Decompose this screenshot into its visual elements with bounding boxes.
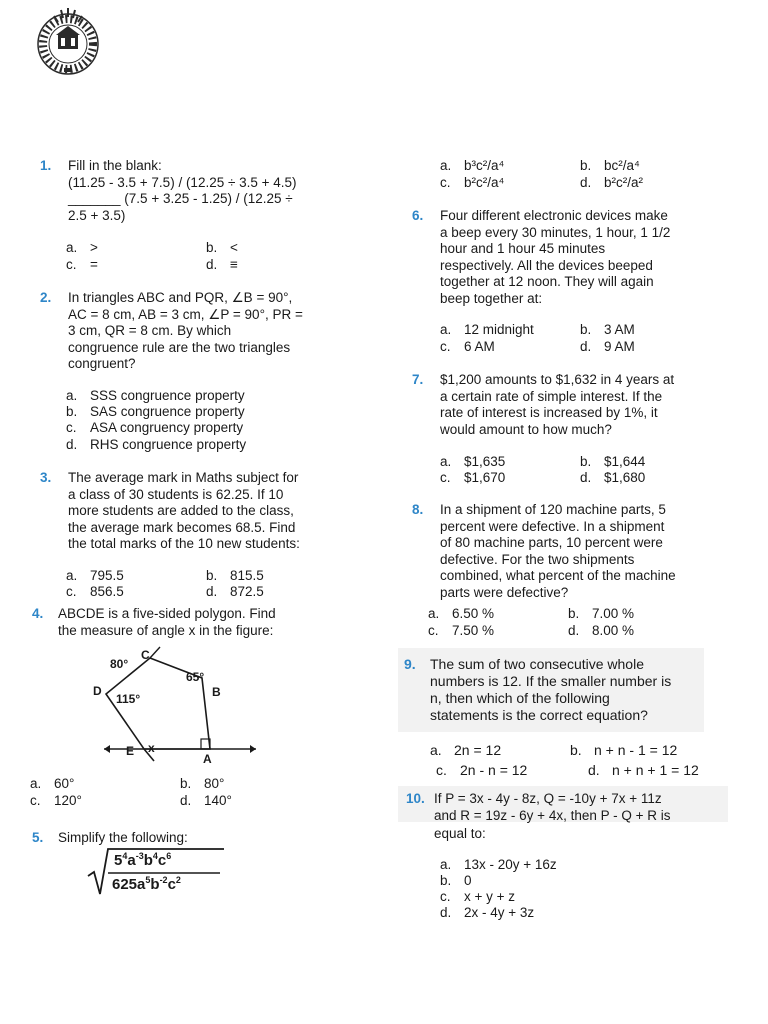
text-line: of 80 machine parts, 10 percent were — [440, 535, 663, 550]
option-b[interactable]: b. bc²/a⁴ — [580, 158, 640, 173]
option-a[interactable]: a. 795.5 — [66, 568, 124, 583]
option-a[interactable]: a. $1,635 — [440, 454, 506, 469]
text-line: If P = 3x - 4y - 8z, Q = -10y + 7x + 11z — [434, 791, 662, 806]
option-d[interactable]: d. 8.00 % — [568, 623, 635, 638]
question-text — [440, 372, 674, 438]
text-line: 2.5 + 3.5) — [68, 207, 126, 223]
option-c[interactable]: c. x + y + z — [440, 889, 516, 904]
text-line: Fill in the blank: — [68, 158, 162, 173]
text-line: (11.25 - 3.5 + 7.5) / (12.25 ÷ 3.5 + 4.5) — [68, 174, 297, 190]
question-number: 1. — [40, 158, 52, 173]
question-number: 3. — [40, 470, 52, 485]
text-line: parts were defective? — [440, 584, 569, 600]
option-c[interactable]: c. 120° — [30, 793, 82, 808]
text-line: ABCDE is a five-sided polygon. Find — [58, 606, 276, 621]
option-a[interactable]: a. > — [66, 240, 98, 255]
question-text — [440, 502, 676, 601]
text-line: In a shipment of 120 machine parts, 5 — [440, 502, 666, 517]
pentagon-figure — [90, 645, 270, 770]
option-c[interactable]: c. ASA congruency property — [66, 420, 244, 435]
question-text — [58, 606, 276, 639]
option-d[interactable]: d. n + n + 1 = 12 — [588, 762, 699, 778]
question-text — [68, 290, 303, 373]
question-number: 9. — [404, 656, 416, 672]
text-line: and R = 19z - 6y + 4x, then P - Q + R is — [434, 807, 671, 823]
text-line: statements is the correct equation? — [430, 707, 648, 723]
question-text — [68, 470, 300, 553]
option-d[interactable]: d. 2x - 4y + 3z — [440, 905, 535, 920]
option-b[interactable]: b. n + n - 1 = 12 — [570, 742, 678, 758]
angle-115-label: 115° — [116, 692, 141, 706]
question-text — [68, 158, 297, 224]
option-a[interactable]: a. b³c²/a⁴ — [440, 158, 505, 173]
text-line: respectively. All the devices beeped — [440, 257, 653, 273]
question-number: 4. — [32, 606, 44, 621]
text-line: together at 12 noon. They will again — [440, 274, 654, 289]
text-line: rate of interest is increased by 1%, it — [440, 405, 658, 420]
option-a[interactable]: a. 13x - 20y + 16z — [440, 857, 557, 872]
text-line: a certain rate of simple interest. If the — [440, 388, 663, 404]
option-d[interactable]: d. $1,680 — [580, 470, 646, 485]
text-line: a beep every 30 minutes, 1 hour, 1 1/2 — [440, 224, 671, 240]
text-line: congruence rule are the two triangles — [68, 339, 291, 355]
option-c[interactable]: c. b²c²/a⁴ — [440, 175, 505, 190]
text-line: The average mark in Maths subject for — [68, 470, 299, 485]
text-line: would amount to how much? — [440, 421, 612, 437]
option-c[interactable]: c. = — [66, 257, 98, 272]
radical-numerator: $5^4a^{-3}b^4c^6$ — [114, 851, 172, 869]
vertex-d-label: D — [93, 684, 102, 698]
text-line: numbers is 12. If the smaller number is — [430, 673, 672, 689]
option-b[interactable]: b. SAS congruence property — [66, 404, 245, 419]
text-line: defective. For the two shipments — [440, 551, 635, 567]
option-d[interactable]: d. 140° — [180, 793, 232, 808]
text-line: 3 cm, QR = 8 cm. By which — [68, 323, 232, 338]
text-line: percent were defective. In a shipment — [440, 518, 665, 534]
text-line: Simplify the following: — [58, 830, 188, 845]
option-d[interactable]: d. ≡ — [206, 257, 238, 272]
option-b[interactable]: b. 7.00 % — [568, 606, 635, 621]
option-d[interactable]: d. 9 AM — [580, 339, 635, 354]
question-number: 7. — [412, 372, 424, 387]
school-logo — [28, 2, 108, 80]
text-line: combined, what percent of the machine — [440, 568, 676, 583]
option-d[interactable]: d. b²c²/a² — [580, 175, 644, 190]
option-a[interactable]: a. 6.50 % — [428, 606, 495, 621]
question-number: 5. — [32, 830, 44, 845]
radical-denominator: $625a^5b^{-2}c^2$ — [112, 875, 181, 893]
option-a[interactable]: a. 2n = 12 — [430, 742, 502, 758]
text-line: more students are added to the class, — [68, 503, 294, 518]
vertex-b-label: B — [212, 685, 221, 699]
option-c[interactable]: c. 7.50 % — [428, 623, 495, 638]
option-a[interactable]: a. SSS congruence property — [66, 388, 245, 403]
angle-65-label: 65° — [186, 670, 205, 684]
text-line: In triangles ABC and PQR, ∠B = 90°, — [68, 290, 293, 305]
vertex-e-label: E — [126, 744, 135, 758]
question-number: 6. — [412, 208, 424, 223]
text-line: beep together at: — [440, 290, 543, 306]
radical-expression — [86, 846, 226, 896]
option-c[interactable]: c. $1,670 — [440, 470, 506, 485]
option-d[interactable]: d. 872.5 — [206, 584, 264, 599]
text-line: AC = 8 cm, AB = 3 cm, ∠P = 90°, PR = — [68, 306, 303, 322]
text-line: _______ (7.5 + 3.25 - 1.25) / (12.25 ÷ — [68, 191, 293, 206]
option-b[interactable]: b. 80° — [180, 776, 225, 791]
option-b[interactable]: b. < — [206, 240, 238, 255]
option-d[interactable]: d. RHS congruence property — [66, 437, 247, 452]
option-b[interactable]: b. 3 AM — [580, 322, 635, 337]
question-number: 8. — [412, 502, 424, 517]
vertex-a-label: A — [203, 752, 212, 765]
option-b[interactable]: b. 815.5 — [206, 568, 264, 583]
text-line: the average mark becomes 68.5. Find — [68, 519, 296, 535]
option-a[interactable]: a. 12 midnight — [440, 322, 534, 337]
question-text — [440, 208, 670, 307]
question-number: 10. — [406, 791, 425, 806]
text-line: n, then which of the following — [430, 690, 610, 706]
option-c[interactable]: c. 2n - n = 12 — [436, 762, 528, 778]
text-line: congruent? — [68, 356, 136, 371]
option-c[interactable]: c. 856.5 — [66, 584, 124, 599]
option-b[interactable]: b. 0 — [440, 873, 472, 888]
question-text — [58, 830, 188, 847]
text-line: the measure of angle x in the figure: — [58, 622, 274, 638]
question-number: 2. — [40, 290, 52, 305]
option-b[interactable]: b. $1,644 — [580, 454, 646, 469]
option-a[interactable]: a. 60° — [30, 776, 75, 791]
text-line: the total marks of the 10 new students: — [68, 536, 300, 551]
text-line: a class of 30 students is 62.25. If 10 — [68, 486, 284, 502]
angle-80-label: 80° — [110, 657, 129, 671]
question-text — [434, 791, 671, 843]
text-line: The sum of two consecutive whole — [430, 656, 644, 672]
text-line: $1,200 amounts to $1,632 in 4 years at — [440, 372, 675, 387]
text-line: Four different electronic devices make — [440, 208, 668, 223]
text-line: hour and 1 hour 45 minutes — [440, 241, 606, 256]
text-line: equal to: — [434, 826, 486, 841]
question-text — [430, 656, 671, 724]
vertex-c-label: C — [141, 648, 150, 662]
option-c[interactable]: c. 6 AM — [440, 339, 495, 354]
angle-x-label: x — [148, 741, 155, 755]
